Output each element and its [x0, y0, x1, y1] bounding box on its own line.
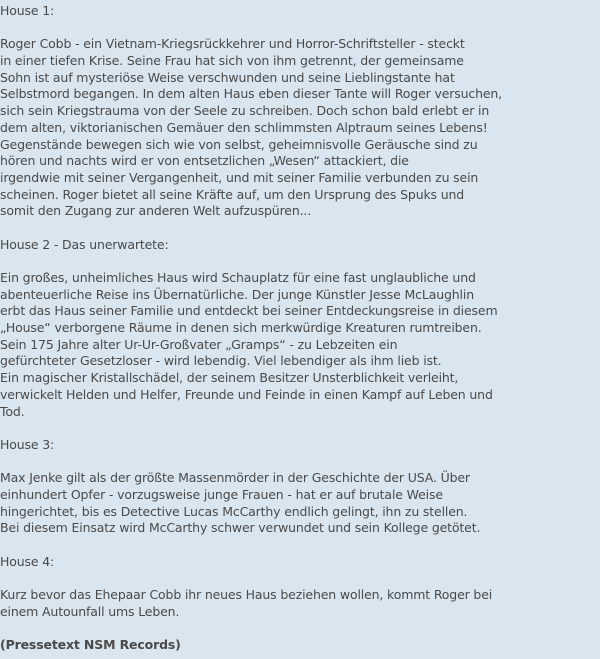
- paragraph-line: dem alten, viktorianischen Gemäuer den schlimmsten Alptraum seines Lebens!: [0, 119, 488, 135]
- paragraph-line: Bei diesem Einsatz wird McCarthy schwer verwundet und sein Kollege getötet.: [0, 520, 481, 536]
- press-source: (Pressetext NSM Records): [0, 637, 181, 653]
- spacer: [0, 253, 600, 270]
- paragraph-line: somit den Zugang zur anderen Welt aufzuspüren...: [0, 203, 312, 219]
- paragraph-line: Roger Cobb - ein Vietnam-Kriegsrückkehrer und Horror-Schriftsteller - steckt: [0, 36, 465, 52]
- paragraph-line: hingerichtet, bis es Detective Lucas McCarthy endlich gelingt, ihn zu stellen.: [0, 503, 468, 519]
- paragraph-line: Gegenstände bewegen sich wie von selbst, geheimnisvolle Geräusche sind zu: [0, 136, 478, 152]
- paragraph-line: Kurz bevor das Ehepaar Cobb ihr neues Haus beziehen wollen, kommt Roger bei: [0, 587, 493, 603]
- spacer: [0, 454, 600, 471]
- spacer: [0, 570, 600, 587]
- paragraph-line: Sein 175 Jahre alter Ur-Ur-Großvater „Gramps“ - zu Lebzeiten ein: [0, 336, 398, 352]
- paragraph-line: abenteuerliche Reise ins Übernatürliche. Der junge Künstler Jesse McLaughlin: [0, 286, 474, 302]
- paragraph-line: Max Jenke gilt als der größte Massenmörder in der Geschichte der USA. Über: [0, 470, 470, 486]
- paragraph-line: hören und nachts wird er von entsetzlichen „Wesen“ attackiert, die: [0, 153, 409, 169]
- section-heading: House 2 - Das unerwartete:: [0, 236, 169, 252]
- section-heading: House 1:: [0, 3, 55, 18]
- section-heading: House 3:: [0, 436, 55, 452]
- paragraph-line: irgendwie mit seiner Vergangenheit, und mit seiner Familie verbunden zu sein: [0, 169, 479, 185]
- paragraph-line: gefürchteter Gesetzloser - wird lebendig. Viel lebendiger als ihm lieb ist.: [0, 353, 442, 369]
- paragraph-line: Selbstmord begangen. In dem alten Haus eben dieser Tante will Roger versuchen,: [0, 86, 502, 102]
- spacer: [0, 537, 600, 554]
- paragraph-line: einhundert Opfer - vorzugsweise junge Frauen - hat er auf brutale Weise: [0, 486, 443, 502]
- spacer: [0, 620, 600, 637]
- paragraph-line: in einer tiefen Krise. Seine Frau hat sich von ihm getrennt, der gemeinsame: [0, 53, 464, 69]
- paragraph-line: erbt das Haus seiner Familie und entdeckt bei seiner Entdeckungsreise in diesem: [0, 303, 498, 319]
- spacer: [0, 20, 600, 37]
- paragraph-line: einem Autounfall ums Leben.: [0, 603, 180, 619]
- paragraph-line: Ein magischer Kristallschädel, der seinem Besitzer Unsterblichkeit verleiht,: [0, 370, 459, 386]
- paragraph-line: verwickelt Helden und Helfer, Freunde und Feinde in einen Kampf auf Leben und: [0, 386, 493, 402]
- spacer: [0, 420, 600, 437]
- paragraph-line: sich sein Kriegstrauma von der Seele zu schreiben. Doch schon bald erlebt er in: [0, 103, 490, 119]
- paragraph-line: Ein großes, unheimliches Haus wird Schauplatz für eine fast unglaubliche und: [0, 270, 476, 285]
- section-heading: House 4:: [0, 553, 55, 569]
- paragraph-line: Sohn ist auf mysteriöse Weise verschwunden und seine Lieblingstante hat: [0, 69, 455, 85]
- paragraph-line: Tod.: [0, 403, 25, 419]
- spacer: [0, 220, 600, 237]
- paragraph-line: „House“ verborgene Räume in denen sich merkwürdige Kreaturen rumtreiben.: [0, 320, 482, 336]
- paragraph-line: scheinen. Roger bietet all seine Kräfte auf, um den Ursprung des Spuks und: [0, 186, 465, 202]
